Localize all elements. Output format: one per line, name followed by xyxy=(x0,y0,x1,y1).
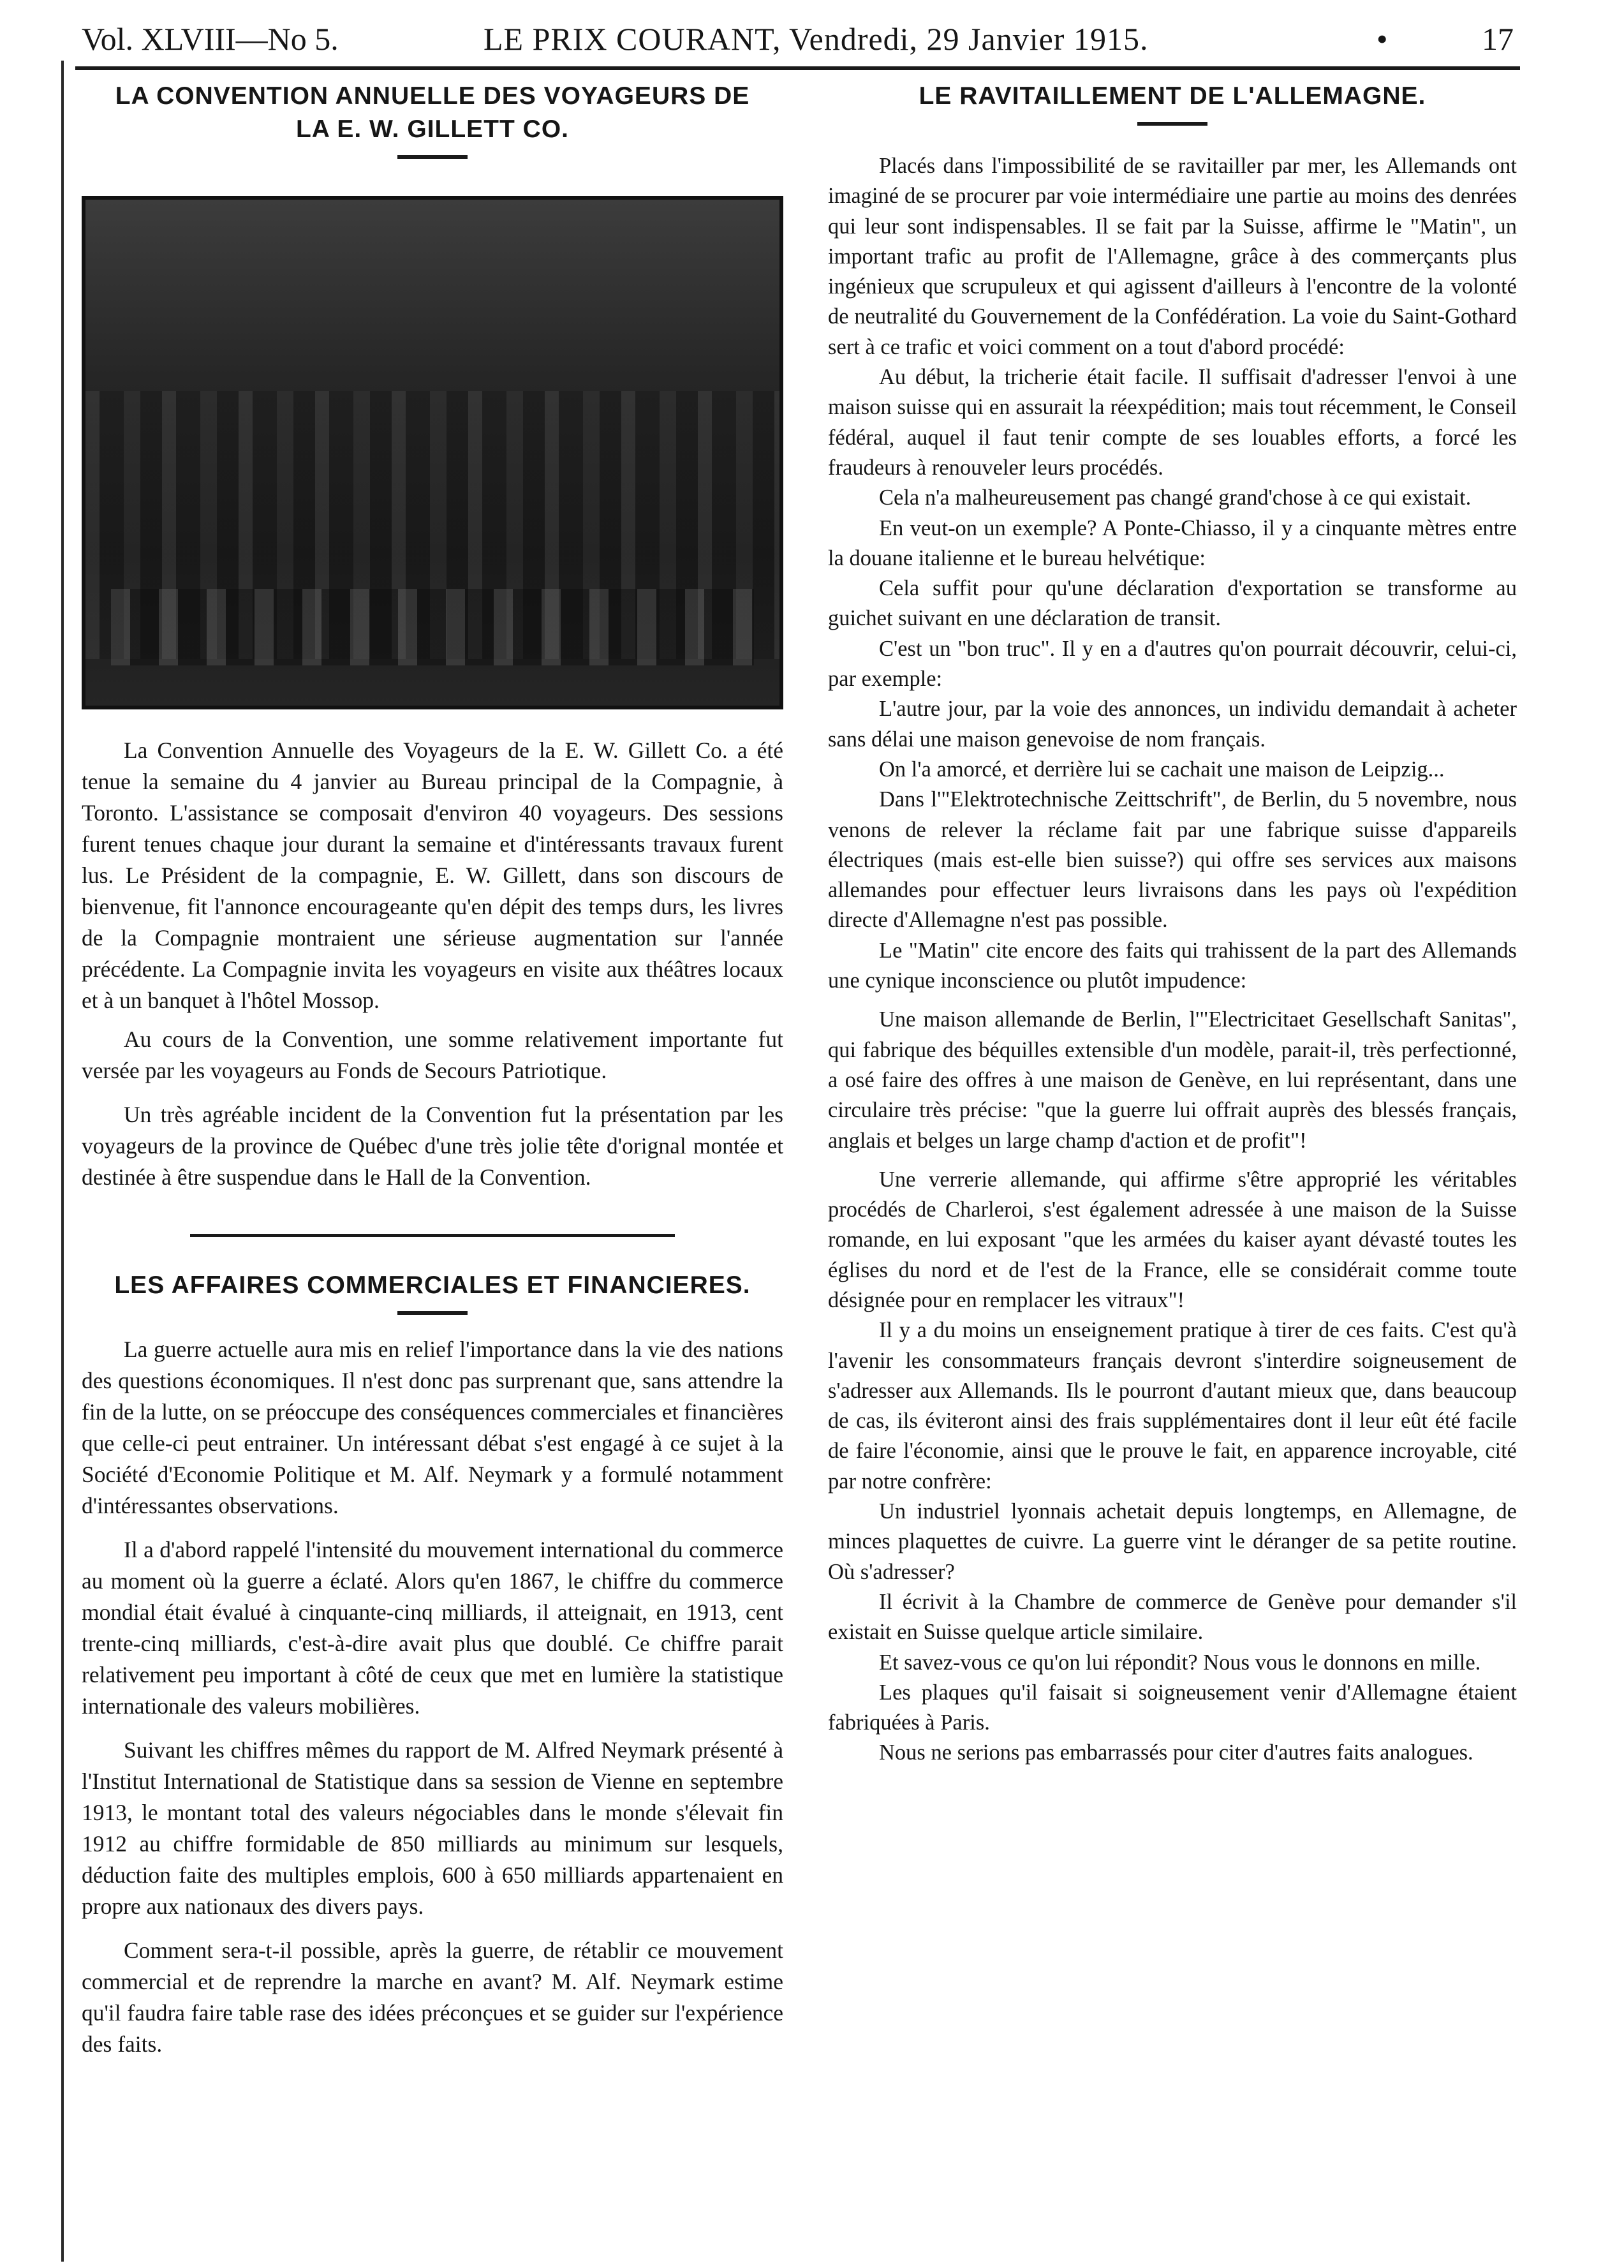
right-column xyxy=(828,80,1517,1768)
headline-rule xyxy=(1137,122,1207,126)
paragraph: Placés dans l'impossibilité de se ravitailler par mer, les Allemands ont imaginé de se procurer par voie intermédiaire une partie au moins des denrées qui leur sont indispensables. Il se fait par la Suisse, affirme le "Matin", un important trafic au profit de l'Allemagne, grâce à des commerçants plus ingénieux que scrupuleux et qui agissent d'ailleurs à l'encontre de la volonté de neutralité du Gouvernement de la Confédération. La voie du Saint-Gothard sert à ce trafic et voici comment on a tout d'abord procédé: xyxy=(828,154,1517,359)
paragraph: Dans l'"Elektrotechnische Zeittschrift", de Berlin, du 5 novembre, nous venons de relever la réclame fait par une fabrique suisse d'appareils électriques (mais est-elle bien suisse?) qui offre ses services aux maisons allemandes pour effectuer leurs livraisons dans les pays où l'expédition directe d'Allemagne n'est pas possible. xyxy=(828,787,1517,933)
article-body xyxy=(82,1334,783,2060)
paragraph: Un très agréable incident de la Convention fut la présentation par les voyageurs de la province de Québec d'une très jolie tête d'orignal montée et destinée à être suspendue dans le Hall de la Convention. xyxy=(82,1102,783,1190)
left-column xyxy=(82,80,783,2060)
article-headline: LE RAVITAILLEMENT DE L'ALLEMAGNE. xyxy=(919,82,1426,110)
paragraph: Il y a du moins un enseignement pratique à tirer de ces faits. C'est qu'à l'avenir les consommateurs français devront s'interdire soigneusement de s'adresser aux Allemands. Ils le pourront d'autant mieux que, dans beaucoup de cas, ils éviteront ainsi des frais supplémentaires dont il leur eût été facile de faire l'économie, ainsi que le prouve le fait, en apparence incroyable, cité par notre confrère: xyxy=(828,1318,1517,1493)
page-left-rule xyxy=(61,61,64,2262)
paragraph: Les plaques qu'il faisait si soigneusement venir d'Allemagne étaient fabriquées à Paris. xyxy=(828,1680,1517,1735)
article-body xyxy=(828,151,1517,1768)
newspaper-title: LE PRIX COURANT, Vendredi, 29 Janvier 1915. xyxy=(484,21,1149,57)
masthead-bullet: • xyxy=(1377,21,1388,57)
article-affaires-commerciales xyxy=(82,1269,783,2060)
article-headline xyxy=(82,80,783,146)
paragraph: Au cours de la Convention, une somme relativement importante fut versée par les voyageurs au Fonds de Secours Patriotique. xyxy=(82,1027,783,1083)
paragraph: Comment sera-t-il possible, après la guerre, de rétablir ce mouvement commercial et de reprendre la marche en avant? M. Alf. Neymark estime qu'il faudra faire table rase des idées préconçues et se guider sur l'expérience des faits. xyxy=(82,1938,783,2057)
page-number: 17 xyxy=(1482,21,1514,57)
paragraph: Au début, la tricherie était facile. Il suffisait d'adresser l'envoi à une maison suisse qui en assurait la réexpédition; mais tout récemment, le Conseil fédéral, auquel il faut tenir compte de ses louables efforts, a forcé les fraudeurs à renouveler leurs procédés. xyxy=(828,365,1517,480)
headline-line-2: LA E. W. GILLETT CO. xyxy=(295,115,570,143)
paragraph: C'est un "bon truc". Il y en a d'autres qu'on pourrait découvrir, celui-ci, par exemple: xyxy=(828,636,1517,692)
article-body xyxy=(82,735,783,1193)
volume-number: Vol. XLVIII—No 5. xyxy=(82,21,339,57)
paragraph: Nous ne serions pas embarrassés pour citer d'autres faits analogues. xyxy=(879,1740,1473,1765)
headline-rule xyxy=(397,1311,468,1315)
paragraph: On l'a amorcé, et derrière lui se cachait une maison de Leipzig... xyxy=(879,757,1445,782)
paragraph: Une verrerie allemande, qui affirme s'être approprié les véritables procédés de Charleroi, s'est également adressée à une maison de la Suisse romande, en lui exposant "que les armées du kaiser ayant dévasté toutes les églises du nord et de l'est de la France, elle se considérait comme toute désignée pour en remplacer les vitraux"! xyxy=(828,1167,1517,1312)
article-gillett-convention xyxy=(82,80,783,1193)
paragraph: Un industriel lyonnais achetait depuis longtemps, en Allemagne, de minces plaquettes de cuivre. La guerre vint le déranger de sa petite routine. Où s'adresser? xyxy=(828,1499,1517,1584)
paragraph: Cela n'a malheureusement pas changé grand'chose à ce qui existait. xyxy=(879,485,1472,510)
paragraph: Et savez-vous ce qu'on lui répondit? Nous vous le donnons en mille. xyxy=(879,1650,1481,1675)
group-photo xyxy=(82,196,783,709)
article-headline: LES AFFAIRES COMMERCIALES ET FINANCIERES. xyxy=(114,1271,751,1299)
paragraph: Il a d'abord rappelé l'intensité du mouvement international du commerce au moment où la guerre a éclaté. Alors qu'en 1867, le chiffre du commerce mondial était évalué à cinquante-cinq milliards, il atteignait, en 1913, cent trente-cinq milliards, c'est-à-dire avait plus que doublé. Ce chiffre parait relativement peu important à côté de ceux que met en lumière la statistique internationale des valeurs mobilières. xyxy=(82,1537,783,1719)
paragraph: En veut-on un exemple? A Ponte-Chiasso, il y a cinquante mètres entre la douane italienne et le bureau helvétique: xyxy=(828,515,1517,570)
paragraph: L'autre jour, par la voie des annonces, un individu demandait à acheter sans délai une maison genevoise de nom français. xyxy=(828,697,1517,752)
paragraph: Il écrivit à la Chambre de commerce de Genève pour demander s'il existait en Suisse quelque article similaire. xyxy=(828,1589,1517,1645)
masthead xyxy=(75,11,1520,70)
paragraph: Suivant les chiffres mêmes du rapport de M. Alfred Neymark présenté à l'Institut International de Statistique dans sa session de Vienne en septembre 1913, le montant total des valeurs négociables dans le monde s'élevait fin 1912 au chiffre formidable de 850 milliards au minimum sur lesquels, déduction faite des multiples emplois, 600 à 650 milliards appartenaient en propre aux nationaux des divers pays. xyxy=(82,1737,783,1919)
paragraph: Le "Matin" cite encore des faits qui trahissent de la part des Allemands une cynique inconscience ou plutôt impudence: xyxy=(828,938,1517,993)
headline-rule xyxy=(397,155,468,159)
paragraph: Cela suffit pour qu'une déclaration d'exportation se transforme au guichet suivant en une déclaration de transit. xyxy=(828,576,1517,631)
headline-line-1: LA CONVENTION ANNUELLE DES VOYAGEURS DE xyxy=(115,82,750,110)
paragraph: La Convention Annuelle des Voyageurs de la E. W. Gillett Co. a été tenue la semaine du 4 janvier au Bureau principal de la Compagnie, à Toronto. L'assistance se composait d'environ 40 voyageurs. Des sessions furent tenues chaque jour durant la semaine et d'intéressants travaux furent lus. Le Président de la compagnie, E. W. Gillett, dans son discours de bienvenue, fit l'annonce encourageante qu'en dépit des temps durs, les livres de la Compagnie montraient une sérieuse augmentation sur l'année précédente. La Compagnie invita les voyageurs en visite aux théâtres locaux et à un banquet à l'hôtel Mossop. xyxy=(82,737,783,1013)
paragraph: Une maison allemande de Berlin, l'"Electricitaet Gesellschaft Sanitas", qui fabrique des béquilles extensible d'un modèle, parait-il, très perfectionné, a osé faire des offres à une maison de Genève, en lui représentant, dans une circulaire très précise: "que la guerre lui offrait auprès des blessés français, anglais et belges un large champ d'action et de profit"! xyxy=(828,1007,1517,1153)
paragraph: La guerre actuelle aura mis en relief l'importance dans la vie des nations des questions économiques. Il n'est donc pas surprenant que, sans attendre la fin de la lutte, on se préoccupe des conséquences commerciales et financières que celle-ci peut entrainer. Un intéressant débat s'est engagé à ce sujet à la Société d'Economie Politique et M. Alf. Neymark y a formulé notamment d'intéressantes observations. xyxy=(82,1337,784,1518)
article-ravitaillement xyxy=(828,80,1517,1768)
